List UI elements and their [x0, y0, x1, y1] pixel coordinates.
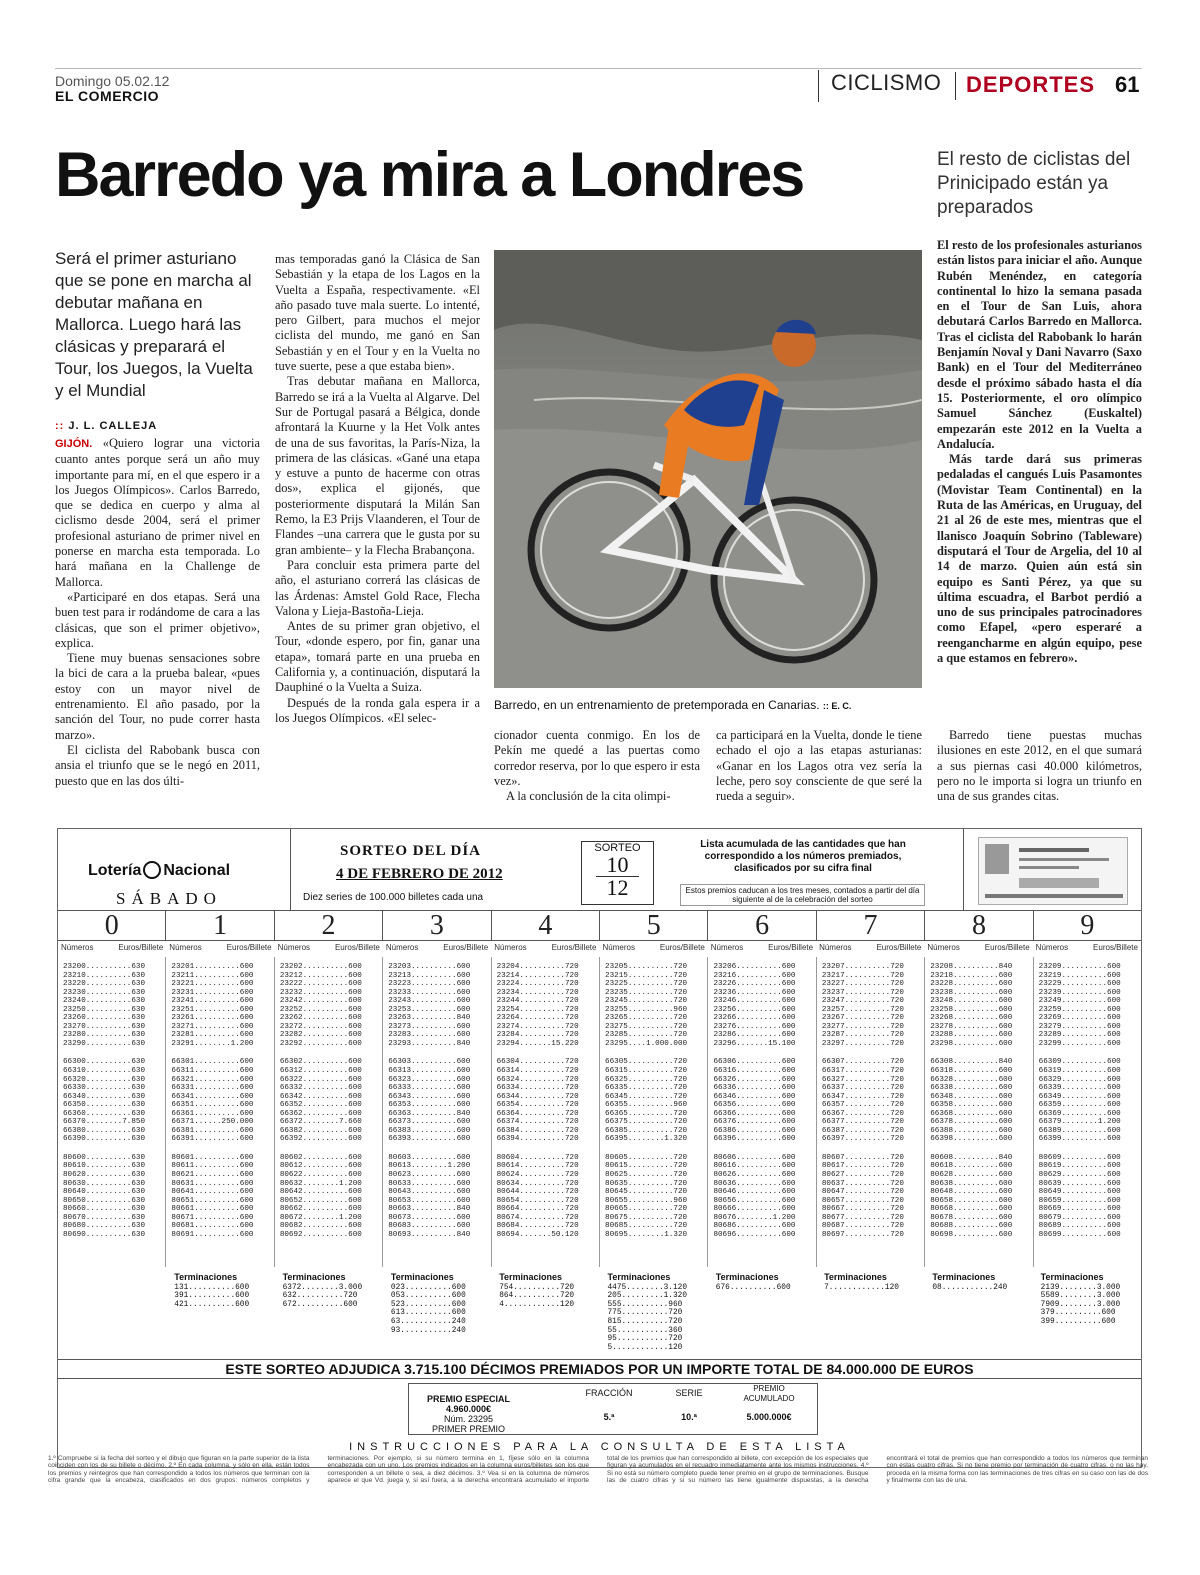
terminaciones-column: Terminaciones 6372........3.000 632..........720 672..........600: [282, 1273, 363, 1309]
lottery-logo: Lotería Nacional: [88, 862, 231, 879]
results-column: 23203..........600 23213..........600 23223..........600 23233..........600 23243..........600 23253..........600 23263..........840 23273..........600 23283..........600 23293..........840 66303..........600 66313..........600 66323..........600 66333..........600 66343..........600 66353..........600 66363..........840 66373..........600 66383..........600 66393..........600 80603..........600 80613........1.200 80623..........600 80633..........600 80643..........600 80653..........600 80663..........840 80673..........600 80683..........600 80693..........840: [383, 957, 491, 1267]
results-column: 23200..........630 23210..........630 23220..........630 23230..........630 23240..........630 23250..........630 23260..........630 23270..........630 23280..........630 23290..........630 66300..........630 66310..........630 66320..........630 66330..........630 66340..........630 66350..........630 66360..........630 66370........7.850 66380..........630 66390..........630 80600..........630 80610..........630 80620..........630 80630..........630 80640..........630 80650..........630 80660..........630 80670..........630 80680..........630 80690..........630: [58, 957, 166, 1267]
issue-date: Domingo 05.02.12: [55, 73, 170, 89]
digit-header: 6: [708, 911, 816, 940]
paragraph: Después de la ronda gala espera ir a los Juegos Olímpicos. «El selec-: [275, 695, 480, 725]
article-column-1: [55, 436, 260, 789]
article-column-3: [494, 728, 700, 804]
acumulado: PREMIO ACUMULADO 5.000.000€: [743, 1384, 795, 1422]
paragraph: cionador cuenta conmigo. En los de Pekín me quedé a las puertas como corredor reserva, por lo que espero ir esta vez».: [494, 728, 700, 788]
paragraph: A la conclusión de la cita olimpi-: [506, 789, 671, 804]
results-grid: [58, 957, 1141, 1267]
lottery-results: [48, 828, 1148, 1485]
digit-header: 3: [383, 911, 491, 940]
paragraph: Barredo tiene puestas muchas ilusiones en este 2012, en el que sumará a sus piernas casi 40.000 kilómetros, pero no le importa si logra un triunfo en una de sus grandes citas.: [937, 728, 1142, 804]
results-column: 23202..........600 23212..........600 23222..........600 23232..........600 23242..........600 23252..........600 23262..........600 23272..........600 23282..........600 23292..........600 66302..........600 66312..........600 66322..........600 66332..........600 66342..........600 66352..........600 66362..........600 66372........7.660 66382..........600 66392..........600 80602..........600 80612..........600 80622..........600 80632........1.200 80642..........600 80652..........600 80662..........600 80672........1.200 80682..........600 80692..........600: [275, 957, 383, 1267]
list-title: Lista acumulada de las cantidades que han correspondido a los números premiados, clasificados por su cifra final: [700, 839, 906, 874]
paragraph: Tras debutar mañana en Mallorca, Barredo se irá a la Vuelta al Algarve. Del Sur de Portugal pasará a Bélgica, donde afrontará la Kuurne y la Het Volk antes de una de sus favoritas, la París-Niza, la primera de las clásicas. «Gané una etapa y estuve a punto de hacerme con otras dos», explica el gijonés, que posteriormente disputará la Milán San Remo, la E3 Prijs Vlaanderen, el Tour de Flandes –una carrera que le gusta por su gran ambiente– y la Flecha Brabançona.: [275, 374, 480, 557]
divider: [963, 829, 964, 911]
digit-headers: [58, 911, 1141, 941]
digit-header: 9: [1080, 910, 1095, 941]
digit-header: 8: [925, 911, 1033, 940]
terminaciones-row: [58, 1273, 1141, 1357]
fraccion: FRACCIÓN 5.ª: [585, 1388, 633, 1422]
paragraph: El ciclista del Rabobank busca con ansia el triunfo que se le negó en 2011, puesto que en las dos últi-: [55, 742, 260, 788]
headline: Barredo ya mira a Londres: [55, 140, 804, 210]
total-awarded: ESTE SORTEO ADJUDICA 3.715.100 DÉCIMOS PREMIADOS POR UN IMPORTE TOTAL DE 84.000.000 DE EUROS: [58, 1359, 1141, 1379]
section-name: CICLISMO: [818, 70, 941, 102]
cyclist-photo: [494, 250, 922, 688]
results-column: 23201..........600 23211..........600 23221..........600 23231..........600 23241..........600 23251..........600 23261..........600 23271..........600 23281..........600 23291........1.200 66301..........600 66311..........600 66321..........600 66331..........600 66341..........600 66351..........600 66361..........600 66371......250.000 66381..........600 66391..........600 80601..........600 80611..........600 80621..........600 80631..........600 80641..........600 80651..........600 80661..........600 80671..........600 80681..........600 80691..........600: [166, 957, 274, 1267]
instructions-text: 1.º Compruebe si la fecha del sorteo y el dibujo que figuran en la parte superior de la lista coinciden con los de su billete o décimo. 2.º En cada columna, y sólo en ella, están todos los premios y reintegros que han correspondido a todos los números que terminan con la cifra grande que la encabeza, clasificados en dos grupos: números completos y terminaciones. Por ejemplo, si su número termina en 1, fíjese sólo en la columna encabezada con un uno. Los premios indicados en la columna euros/billetes son los que corresponden a un billete o sea, a diez décimos. 3.º Vea si en la columna de números aparece el que Vd. juega y, si así fuera, a la derecha encontrará acumulado el importe total de los premios que han correspondido al billete, con excepción de los especiales que figuran ya acumulados en el recuadro inmediatamente ante los mismos instrucciones. 4.º Si no está su número completo puede tener premio en el grupo de terminaciones. Busque las de cuatro cifras y si su número las tiene igualmente dispuestas, a la derecha encontrará el total de premios que han correspondido a todos los números que terminan con estas cuatro cifras. Si no tiene premio por terminación de cuatro cifras, o no las hay, proceda en la misma forma con las terminaciones de tres cifras en su caso con las de dos y finalmente con las de una.: [48, 1455, 1148, 1485]
paragraph: ca participará en la Vuelta, donde le tiene echado el ojo a las etapas asturianas: «Ganar en los Lagos otra vez sería la leche, pero soy consciente de que seré la rueda a seguir».: [716, 728, 922, 804]
page-number: 61: [1115, 72, 1140, 97]
terminaciones-column: Terminaciones 08...........240: [932, 1273, 1008, 1292]
paragraph: mas temporadas ganó la Clásica de San Sebastián y la etapa de los Lagos en la Vuelta a España, respectivamente. «El año pasado tuve mala suerte. Lo intenté, pero Gilbert, para muchos el mejor ciclista del mundo, me ganó en San Sebastián y en el Tour y en la Vuelta no tuve suerte, pese a que estaba bien».: [275, 252, 480, 374]
digit-header: 0: [58, 911, 166, 940]
ticket-image: [979, 838, 1129, 906]
newspaper-name: EL COMERCIO: [55, 88, 160, 104]
sidebar-column: [937, 238, 1142, 666]
category-name: DEPORTES: [966, 72, 1096, 97]
draw-date: 4 DE FEBRERO DE 2012: [336, 866, 503, 882]
divider: [290, 829, 291, 911]
article-column-4: [716, 728, 922, 804]
draw-title: SORTEO DEL DÍA: [340, 843, 482, 859]
dateline: GIJÓN.: [55, 438, 93, 450]
special-prize-box: [408, 1383, 818, 1435]
sidebar-column-end: [937, 728, 1142, 804]
ticket-thumbnail: [978, 837, 1128, 905]
special-prize: PREMIO ESPECIAL 4.960.000€ Núm. 23295 PRIMER PREMIO: [426, 1394, 510, 1434]
paragraph: El resto de los profesionales asturianos están listos para iniciar el año. Aunque Rubén Menéndez, en categoría continental lo hizo la semana pasada en el Tour de San Luis, ahora debutará Carlos Barredo en Mallorca. Tras el ciclista del Rabobank lo harán Benjamín Noval y Dani Navarro (Saxo Bank) en el Tour del Mediterráneo desde el próximo sábado hasta el día 15. Posteriormente, el oro olímpico Samuel Sánchez (Euskaltel) empezarán este 2012 en la Vuelta a Andalucía.: [937, 238, 1142, 451]
author: J. L. CALLEJA: [68, 420, 158, 432]
photo-caption: Barredo, en un entrenamiento de pretemporada en Canarias. :: E. C.: [494, 698, 852, 712]
expiry-note: Estos premios caducan a los tres meses, contados a partir del día siguiente al de la celebración del sorteo: [680, 884, 925, 906]
terminaciones-column: Terminaciones 676..........600: [715, 1273, 791, 1292]
digit-header: 4: [492, 911, 600, 940]
header-rule: [55, 68, 1142, 69]
terminaciones-column: Terminaciones 2139........3.000 5589........3.000 7909........3.000 379..........600 399..........600: [1040, 1273, 1121, 1326]
digit-header: 1: [166, 911, 274, 940]
instructions-title: INSTRUCCIONES PARA LA CONSULTA DE ESTA LISTA: [349, 1441, 850, 1453]
terminaciones-column: Terminaciones 7............120: [824, 1273, 899, 1292]
draw-day: SÁBADO: [116, 889, 222, 908]
serie: SERIE 10.ª: [675, 1388, 703, 1422]
paragraph: Para concluir esta primera parte del año, el asturiano correrá las clásicas de las Árdenas: Amstel Gold Race, Flecha Valona y Lieja-Bastoña-Lieja.: [275, 557, 480, 618]
terminaciones-column: Terminaciones 131..........600 391..........600 421..........600: [174, 1273, 250, 1309]
terminaciones-column: Terminaciones 4475........3.120 205.........1.320 555..........960 775..........720 815..........720 55...........360 95...........720 5............120: [607, 1273, 688, 1352]
digit-header: 7: [817, 911, 925, 940]
cyclist-illustration: [494, 250, 922, 688]
photo-credit: :: E. C.: [822, 701, 852, 711]
results-column: 23209..........600 23219..........600 23229..........600 23239..........600 23249..........600 23259..........600 23269..........600 23279..........600 23289..........600 23299..........600 66309..........600 66319..........600 66329..........600 66339..........600 66349..........600 66359..........600 66369..........600 66379........1.200 66389..........600 66399..........600 80609..........600 80619..........600 80629..........600 80639..........600 80649..........600 80659..........600 80669..........600 80679..........600 80689..........600 80699..........600: [1038, 963, 1121, 1239]
results-column: 23207..........720 23217..........720 23227..........720 23237..........720 23247..........720 23257..........720 23267..........720 23277..........720 23287..........720 23297..........720 66307..........720 66317..........720 66327..........720 66337..........720 66347..........720 66357..........720 66367..........720 66377..........720 66387..........720 66397..........720 80607..........720 80617..........720 80627..........720 80637..........720 80647..........720 80657..........720 80667..........720 80677..........720 80687..........720 80697..........720: [817, 957, 925, 1267]
article-column-2: [275, 252, 480, 726]
byline: [55, 420, 157, 432]
terminaciones-column: Terminaciones 023..........600 053..........600 523..........600 613..........600 63...........240 93...........240: [390, 1273, 466, 1335]
paragraph: GIJÓN. «Quiero lograr una victoria cuanto antes porque será un año muy importante para mí, en el que espero ir a los Juegos Olímpicos». Carlos Barredo, que se dedica en cuerpo y alma al ciclismo desde 2004, será el primer profesional asturiano de primer nivel en ponerse en marcha esta temporada. Lo hará mañana en la Challenge de Mallorca.: [55, 436, 260, 589]
lottery-header: [58, 829, 1141, 911]
digit-header: 2: [275, 911, 383, 940]
digit-header: 5: [600, 911, 708, 940]
sorteo-box: SORTEO 10 12: [581, 841, 654, 905]
sidebar-headline: El resto de ciclistas del Prinicipado están ya preparados: [937, 149, 1131, 218]
results-column: 23206..........600 23216..........600 23226..........600 23236..........600 23246..........600 23256..........600 23266..........600 23276..........600 23286..........600 23296.......15.100 66306..........600 66316..........600 66326..........600 66336..........600 66346..........600 66356..........600 66366..........600 66376..........600 66386..........600 66396..........600 80606..........600 80616..........600 80626..........600 80636..........600 80646..........600 80656..........600 80666..........600 80676........1.200 80686..........600 80696..........600: [708, 957, 816, 1267]
paragraph: Más tarde dará sus primeras pedaladas el cangués Luis Pasamontes (Movistar Team Continental) en la Ruta de las Américas, en Uruguay, del 21 al 26 de este mes, mientras que el llanisco Joaquín Sobrino (Tableware) disputará el Tour de Argelia, del 10 al 14 de marzo. Quien aún está sin equipo es Santi Pérez, ya que su última escuadra, el Barbot perdió a uno de sus principales patrocinadores como Efapel, «pero esperaré a reengancharme en algún equipo, pese a que estamos en febrero».: [937, 452, 1142, 666]
terminaciones-column: Terminaciones 754..........720 864..........720 4............120: [499, 1273, 575, 1309]
subheadline: Será el primer asturiano que se pone en marcha al debutar mañana en Mallorca. Luego hará las clásicas y preparará el Tour, los Juegos, la Vuelta y el Mundial: [55, 249, 253, 400]
column-labels: Números Euros/Billete Números Euros/Billete Números Euros/Billete Números Euros/Billete Números Euros/Billete Números Euros/Billete Números Euros/Billete Números Euros/Billete Números Euros/Billete Números Euros/Billete: [61, 943, 1138, 952]
section-divider: [955, 72, 956, 100]
byline-mark: ::: [55, 420, 65, 432]
globe-icon: [143, 861, 161, 879]
paragraph: Tiene muy buenas sensaciones sobre la bici de cara a la prueba balear, «pues estoy con un mayor nivel de entrenamiento. El año pasado, por la sanción del Tour, no pude correr hasta marzo».: [55, 651, 260, 742]
results-column: 23204..........720 23214..........720 23224..........720 23234..........720 23244..........720 23254..........720 23264..........720 23274..........720 23284..........720 23294.......15.220 66304..........720 66314..........720 66324..........720 66334..........720 66344..........720 66354..........720 66364..........720 66374..........720 66384..........720 66394..........720 80604..........720 80614..........720 80624..........720 80634..........720 80644..........720 80654..........720 80664..........720 80674..........720 80684..........720 80694.......50.120: [492, 957, 600, 1267]
paragraph: Antes de su primer gran objetivo, el Tour, «donde espero, por fin, ganar una etapa», tomará parte en una prueba en California y, a continuación, disputará la Dauphiné o la Vuelta a Suiza.: [275, 619, 480, 695]
results-column: 23208..........840 23218..........600 23228..........600 23238..........600 23248..........600 23258..........600 23268..........600 23278..........600 23288..........600 23298..........600 66308..........840 66318..........600 66328..........600 66338..........600 66348..........600 66358..........600 66368..........600 66378..........600 66388..........600 66398..........600 80608..........840 80618..........600 80628..........600 80638..........600 80648..........600 80658..........600 80668..........600 80678..........600 80688..........600 80698..........600: [925, 957, 1033, 1267]
draw-series: Diez series de 100.000 billetes cada una: [303, 892, 484, 903]
paragraph: «Participaré en dos etapas. Será una buen test para ir rodándome de cara a las clásicas, que son el primer objetivo», explica.: [55, 589, 260, 650]
results-column: 23205..........720 23215..........720 23225..........720 23235..........720 23245..........720 23255..........960 23265..........720 23275..........720 23285..........720 23295....1.000.000 66305..........720 66315..........720 66325..........720 66335..........720 66345..........720 66355..........960 66365..........720 66375..........720 66385..........720 66395........1.320 80605..........720 80615..........720 80625..........720 80635..........720 80645..........720 80655..........960 80665..........720 80675..........720 80685..........720 80695........1.320: [600, 957, 708, 1267]
terminaciones-column: [58, 1273, 166, 1357]
